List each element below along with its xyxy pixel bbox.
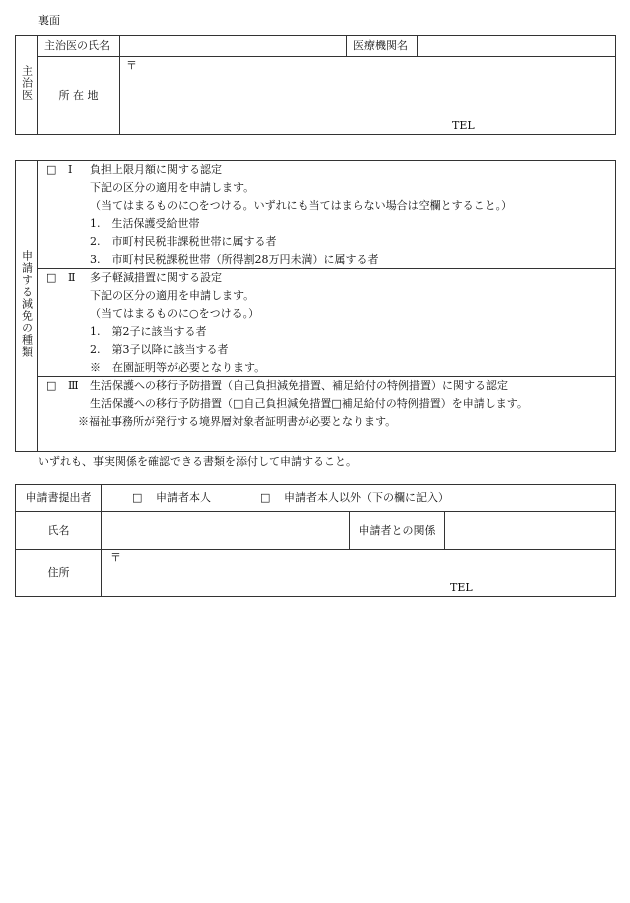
section-1-title: 負担上限月額に関する認定	[90, 163, 222, 176]
section-1-line: （当てはまるものに○をつける。いずれにも当てはまらない場合は空欄とすること。）	[90, 199, 513, 212]
section-2-note: ※ 在園証明等が必要となります。	[90, 361, 266, 374]
applicant-address-label: 住所	[16, 550, 102, 597]
applicant-name-label: 氏名	[16, 512, 102, 550]
applicant-tel-label: TEL	[450, 581, 473, 594]
applicant-table	[15, 484, 616, 597]
doctor-name-label: 主治医の氏名	[38, 36, 120, 57]
institution-label: 医療機関名	[347, 36, 418, 57]
section-1-option: 1. 生活保護受給世帯	[90, 217, 200, 230]
submitter-other-label: 申請者本人以外（下の欄に記入）	[284, 491, 449, 504]
section-2-checkbox[interactable]: □	[46, 271, 57, 284]
section-2-line: （当てはまるものに○をつける。）	[90, 307, 260, 320]
section-2-title: 多子軽減措置に関する設定	[90, 271, 222, 284]
doctor-address-label: 所 在 地	[38, 57, 120, 135]
submitter-self-label: 申請者本人	[156, 491, 211, 504]
section-3-title: 生活保護への移行予防措置（自己負担減免措置、補足給付の特例措置）に関する認定	[90, 379, 508, 392]
reduction-section-label: 申請する減免の種類	[16, 161, 38, 452]
reduction-section-3	[38, 377, 616, 452]
doctor-postal-mark: 〒	[126, 59, 137, 72]
submitter-options	[102, 485, 616, 512]
doctor-section-label: 主治医	[16, 36, 38, 135]
applicant-postal-mark: 〒	[110, 551, 121, 564]
attachment-note: いずれも、事実関係を確認できる書類を添付して申請すること。	[38, 455, 357, 468]
section-2-line: 下記の区分の適用を申請します。	[90, 289, 255, 302]
relation-field[interactable]	[445, 512, 616, 550]
applicant-address-field[interactable]	[102, 550, 616, 597]
applicant-name-field[interactable]	[102, 512, 350, 550]
section-1-numeral: Ⅰ	[68, 163, 73, 176]
institution-field[interactable]	[418, 36, 616, 57]
page-label: 裏面	[38, 14, 60, 27]
section-3-line: 生活保護への移行予防措置（□自己負担減免措置□補足給付の特例措置）を申請します。	[90, 397, 528, 410]
submitter-label: 申請書提出者	[16, 485, 102, 512]
doctor-tel-label: TEL	[452, 119, 475, 132]
section-1-option: 2. 市町村民税非課税世帯に属する者	[90, 235, 277, 248]
section-2-numeral: Ⅱ	[68, 271, 76, 284]
submitter-self-checkbox[interactable]: □	[132, 491, 143, 504]
section-2-option: 1. 第2子に該当する者	[90, 325, 207, 338]
reduction-section-1	[38, 161, 616, 269]
submitter-other-checkbox[interactable]: □	[260, 491, 271, 504]
section-2-option: 2. 第3子以降に該当する者	[90, 343, 229, 356]
section-1-checkbox[interactable]: □	[46, 163, 57, 176]
section-3-numeral: Ⅲ	[68, 379, 79, 392]
section-3-note: ※福祉事務所が発行する境界層対象者証明書が必要となります。	[78, 415, 397, 428]
section-1-option: 3. 市町村民税課税世帯（所得割28万円未満）に属する者	[90, 253, 379, 266]
doctor-address-field[interactable]	[120, 57, 616, 135]
section-1-line: 下記の区分の適用を申請します。	[90, 181, 255, 194]
reduction-table	[15, 160, 616, 452]
doctor-name-field[interactable]	[120, 36, 347, 57]
relation-label: 申請者との関係	[350, 512, 445, 550]
section-3-checkbox[interactable]: □	[46, 379, 57, 392]
doctor-table	[15, 35, 616, 135]
reduction-section-2	[38, 269, 616, 377]
